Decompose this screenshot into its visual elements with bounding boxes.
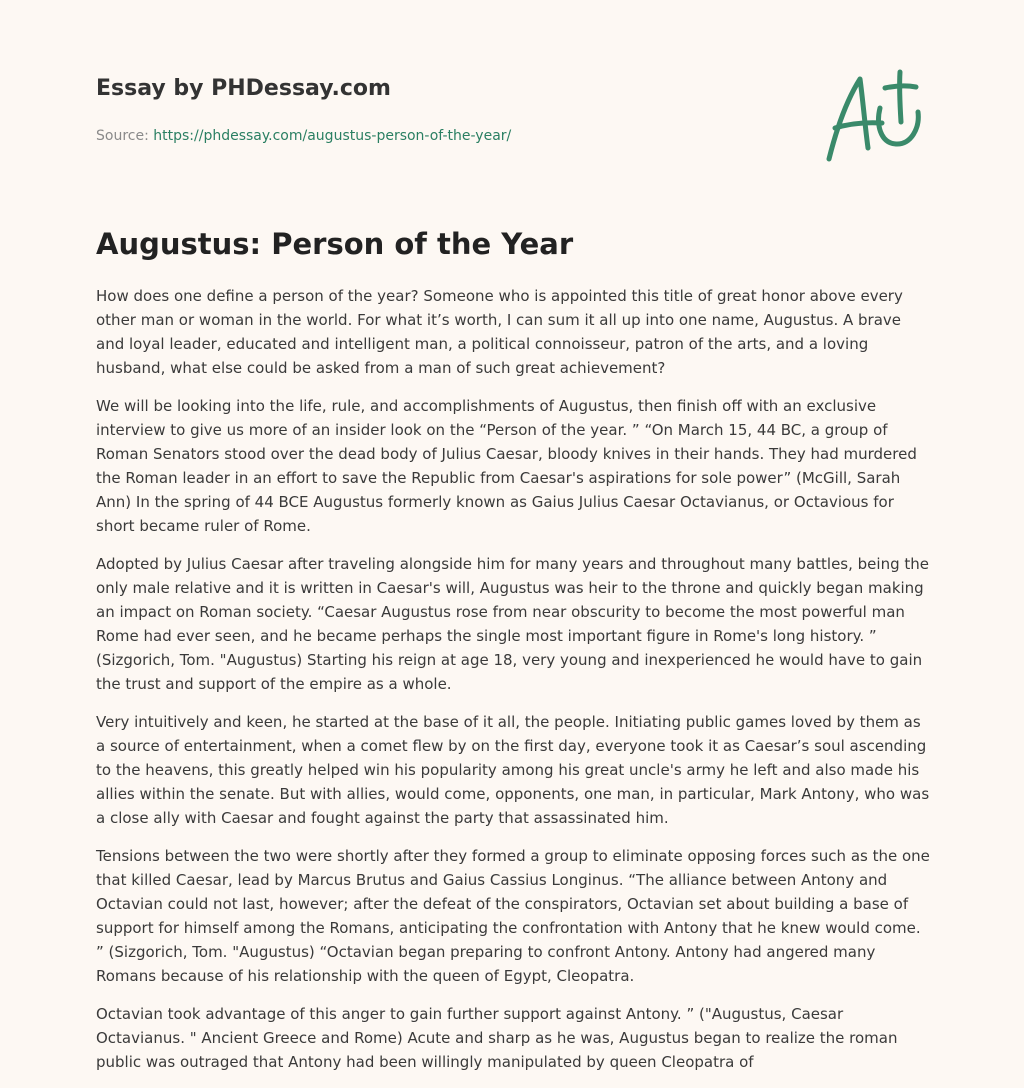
article-title: Augustus: Person of the Year	[96, 227, 574, 261]
source-label: Source:	[96, 128, 154, 144]
a-plus-grade-icon	[818, 66, 934, 166]
source-line	[96, 126, 796, 146]
paragraph: How does one define a person of the year? Someone who is appointed this title of great honor above every other man or woman in the world. For what it’s worth, I can sum it all up into one name, Augustus. A brave and loyal leader, educated and intelligent man, a political connoisseur, patron of the arts, and a loving husband, what else could be asked from a man of such great achievement?	[96, 287, 903, 377]
paragraph: Tensions between the two were shortly after they formed a group to eliminate opposing forces such as the one that killed Caesar, lead by Marcus Brutus and Gaius Cassius Longinus. “The alliance between Antony and Octavian could not last, however; after the defeat of the conspirators, Octavian set about building a base of support for himself among the Romans, anticipating the confrontation with Antony that he knew would come. ” (Sizgorich, Tom. "Augustus) “Octavian began preparing to confront Antony. Antony had angered many Romans because of his relationship with the queen of Egypt, Cleopatra.	[96, 847, 930, 985]
article-body	[96, 284, 932, 1088]
site-header	[96, 74, 796, 146]
source-link[interactable]: https://phdessay.com/augustus-person-of-the-year/	[153, 128, 512, 144]
brand-title: Essay by PHDessay.com	[96, 76, 391, 101]
paragraph: We will be looking into the life, rule, and accomplishments of Augustus, then finish off with an exclusive interview to give us more of an insider look on the “Person of the year. ” “On March 15, 44 BC, a group of Roman Senators stood over the dead body of Julius Caesar, bloody knives in their hands. They had murdered the Roman leader in an effort to save the Republic from Caesar's aspirations for sole power” (McGill, Sarah Ann) In the spring of 44 BCE Augustus formerly known as Gaius Julius Caesar Octavianus, or Octavious for short became ruler of Rome.	[96, 397, 917, 535]
paragraph: Very intuitively and keen, he started at the base of it all, the people. Initiating public games loved by them as a source of entertainment, when a comet flew by on the first day, everyone took it as Caesar’s soul ascending to the heavens, this greatly helped win his popularity among his great uncle's army he left and also made his allies within the senate. But with allies, would come, opponents, one man, in particular, Mark Antony, who was a close ally with Caesar and fought against the party that assassinated him.	[96, 713, 930, 827]
paragraph: Octavian took advantage of this anger to gain further support against Antony. ” ("Augustus, Caesar Octavianus. " Ancient Greece and Rome) Acute and sharp as he was, Augustus began to realize the roman public was outraged that Antony had been willingly manipulated by queen Cleopatra of	[96, 1005, 898, 1071]
paragraph: Adopted by Julius Caesar after traveling alongside him for many years and throughout many battles, being the only male relative and it is written in Caesar's will, Augustus was heir to the throne and quickly began making an impact on Roman society. “Caesar Augustus rose from near obscurity to become the most powerful man Rome had ever seen, and he became perhaps the single most important figure in Rome's long history. ” (Sizgorich, Tom. "Augustus) Starting his reign at age 18, very young and inexperienced he would have to gain the trust and support of the empire as a whole.	[96, 555, 929, 693]
